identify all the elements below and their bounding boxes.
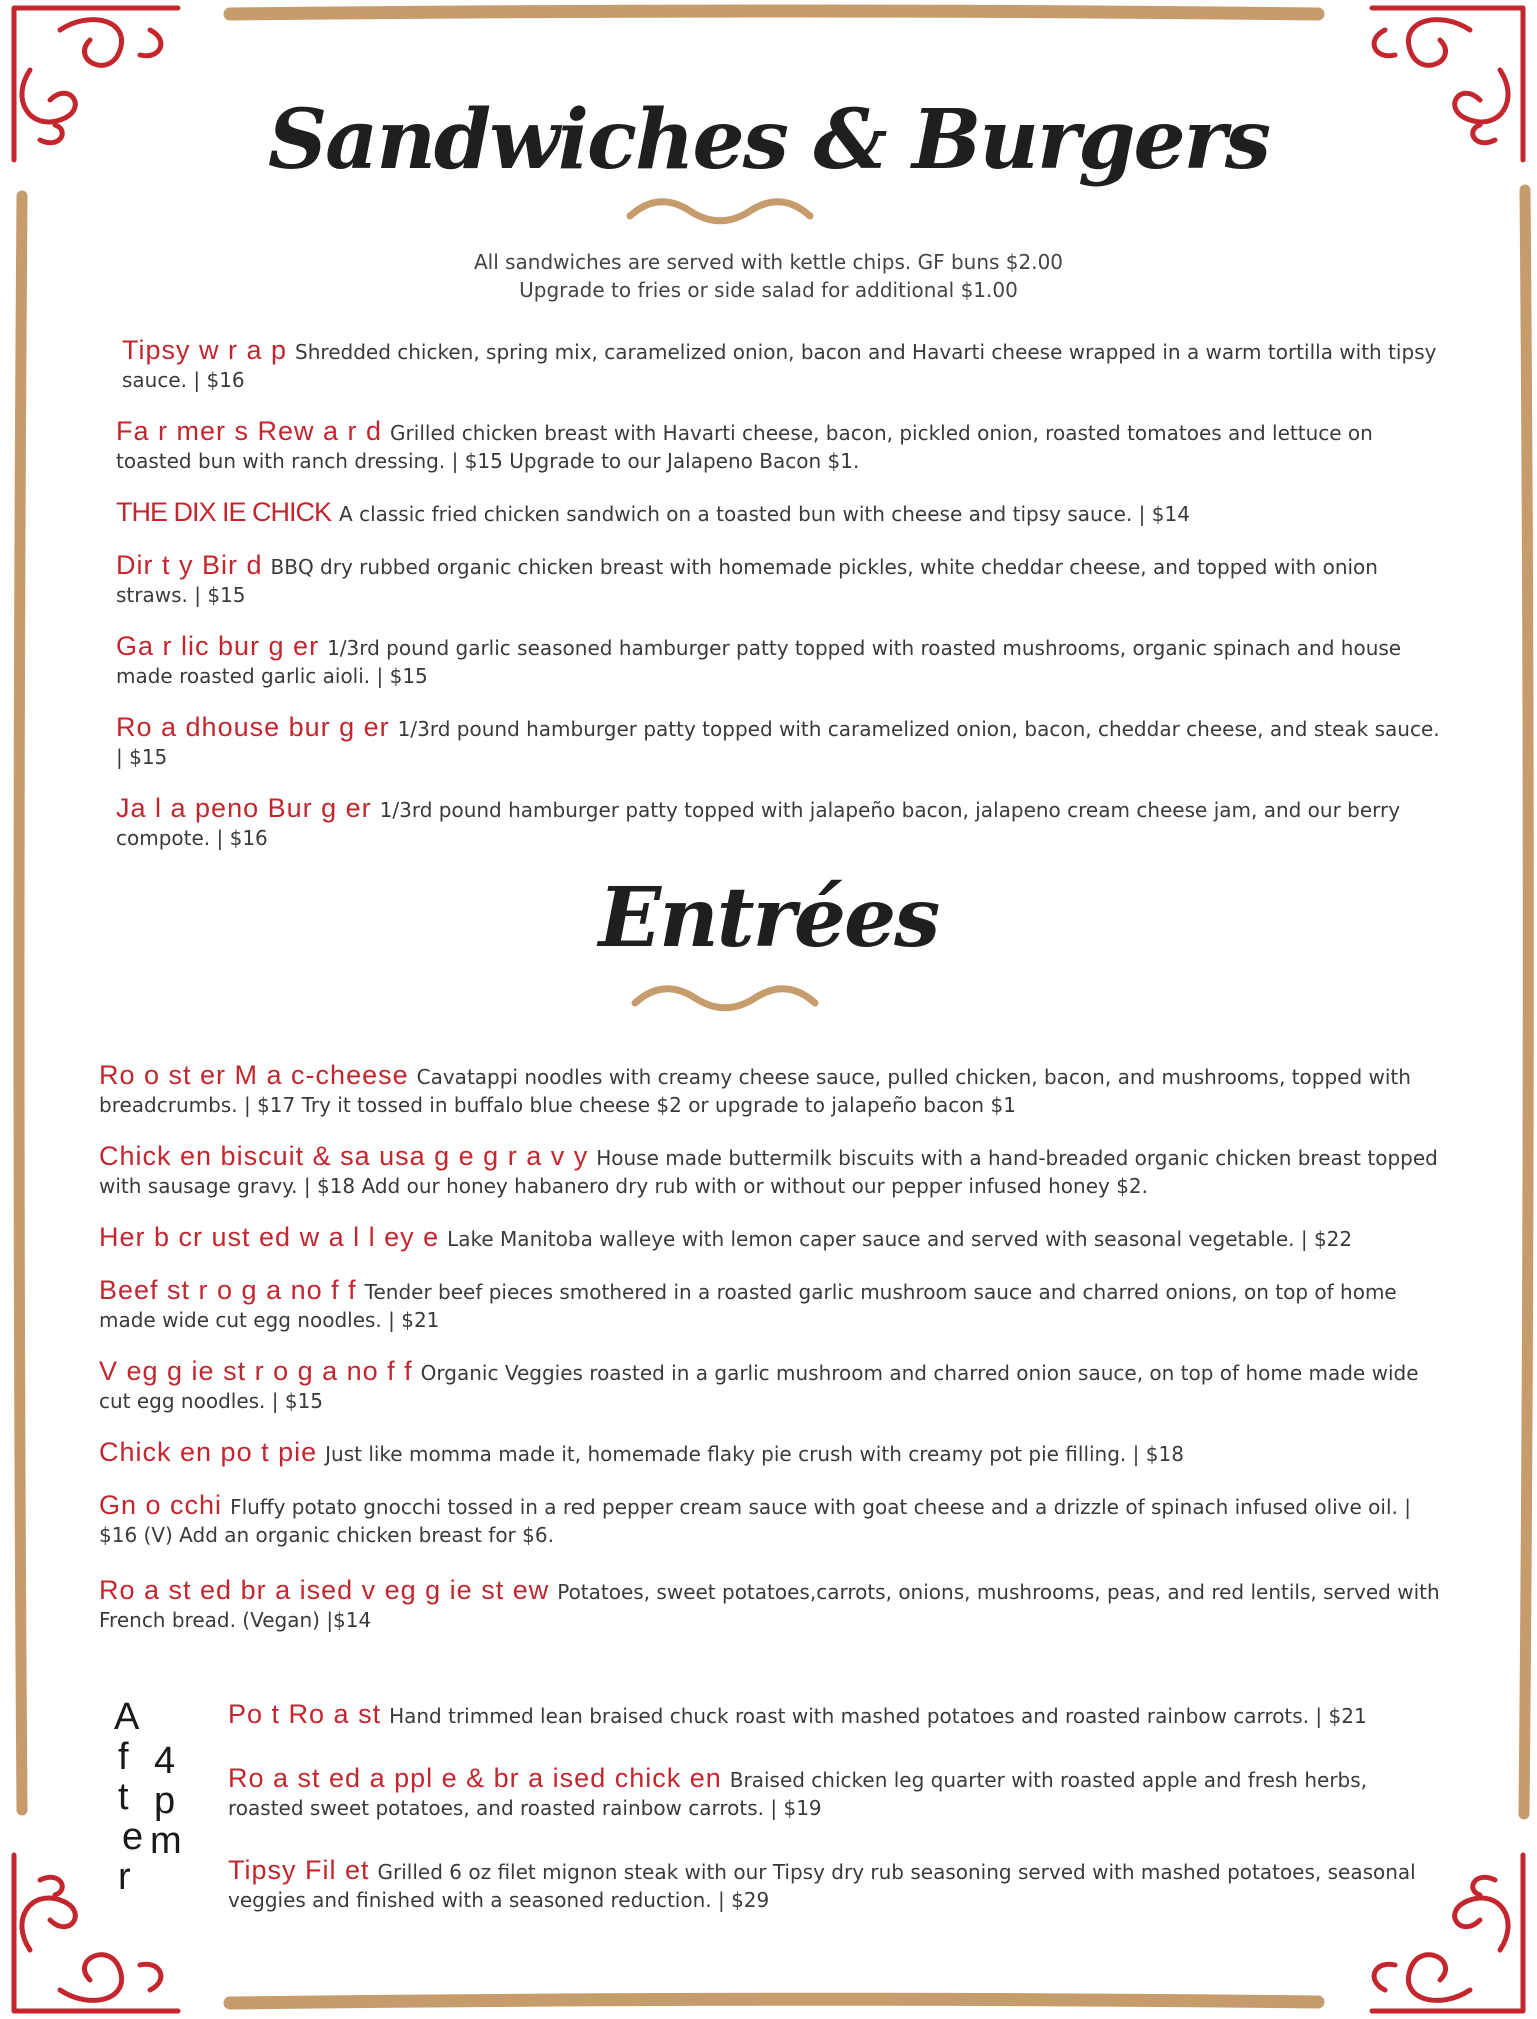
sandwich-note	[0, 248, 1537, 304]
item-name: Ja l a peno Bur g er	[116, 793, 372, 823]
menu-item	[99, 1223, 1449, 1253]
item-name: Tipsy Fil et	[228, 1855, 370, 1885]
item-name: THE DIX IE CHICK	[116, 497, 332, 527]
menu-item	[99, 1142, 1449, 1200]
menu-item	[228, 1764, 1448, 1822]
item-name: Ro a dhouse bur g er	[116, 712, 390, 742]
4pm-letter: 4	[154, 1740, 176, 1782]
menu-item	[99, 1357, 1449, 1415]
item-description: Cavatappi noodles with creamy cheese sauce, pulled chicken, bacon, and mushrooms, topped with breadcrumbs. | $17 Try it tossed in buffalo blue cheese $2 or upgrade to jalapeño bacon $1	[99, 1065, 1411, 1117]
item-name: Fa r mer s Rew a r d	[116, 416, 383, 446]
menu-item	[99, 1276, 1449, 1334]
menu-item	[99, 1491, 1449, 1549]
after-letter: f	[118, 1736, 129, 1778]
item-name: Ro a st ed br a ised v eg g ie st ew	[99, 1575, 550, 1605]
item-description: Grilled 6 oz filet mignon steak with our Tipsy dry rub seasoning served with mashed potatoes, seasonal veggies and finished with a seasoned reduction. | $29	[228, 1860, 1416, 1912]
menu-item	[228, 1700, 1448, 1730]
item-description: 1/3rd pound garlic seasoned hamburger patty topped with roasted mushrooms, organic spinach and house made roasted garlic aioli. | $15	[116, 636, 1402, 688]
item-name: Ro o st er M a c-cheese	[99, 1060, 409, 1090]
item-name: Gn o cchi	[99, 1490, 223, 1520]
menu-item	[99, 1061, 1449, 1119]
item-description: Fluffy potato gnocchi tossed in a red pepper cream sauce with goat cheese and a drizzle of spinach infused olive oil. | $16 (V) Add an organic chicken breast for $6.	[99, 1495, 1411, 1547]
item-description: Organic Veggies roasted in a garlic mushroom and charred onion sauce, on top of home made wide cut egg noodles. | $15	[99, 1361, 1419, 1413]
item-name: V eg g ie st r o g a no f f	[99, 1356, 413, 1386]
item-description: Lake Manitoba walleye with lemon caper sauce and served with seasonal vegetable. | $22	[447, 1227, 1353, 1251]
after-letter: A	[114, 1696, 140, 1738]
item-description: Just like momma made it, homemade flaky pie crush with creamy pot pie filling. | $18	[325, 1442, 1184, 1466]
menu-item	[122, 336, 1441, 394]
menu-item	[116, 417, 1441, 475]
squiggle-divider-icon	[630, 983, 820, 1013]
item-name: Ga r lic bur g er	[116, 631, 320, 661]
menu-item	[116, 713, 1441, 771]
menu-item	[116, 632, 1441, 690]
item-description: House made buttermilk biscuits with a hand-breaded organic chicken breast topped with sausage gravy. | $18 Add our honey habanero dry rub with or without our pepper infused honey $2.	[99, 1146, 1438, 1198]
section-title-entrees: Entrées	[598, 870, 939, 966]
item-name: Tipsy w r a p	[122, 335, 288, 365]
after-letter: e	[122, 1816, 144, 1858]
item-description: 1/3rd pound hamburger patty topped with caramelized onion, bacon, cheddar cheese, and steak sauce. | $15	[116, 717, 1440, 769]
item-description: A classic fried chicken sandwich on a toasted bun with cheese and tipsy sauce. | $14	[339, 502, 1190, 526]
menu-item	[228, 1856, 1448, 1914]
menu-item	[99, 1438, 1449, 1468]
item-name: Her b cr ust ed w a l l ey e	[99, 1222, 440, 1252]
item-description: Grilled chicken breast with Havarti cheese, bacon, pickled onion, roasted tomatoes and lettuce on toasted bun with ranch dressing. | $15 Upgrade to our Jalapeno Bacon $1.	[116, 421, 1373, 473]
sandwich-note-line-2: Upgrade to fries or side salad for additional $1.00	[519, 278, 1018, 302]
4pm-letter: m	[150, 1820, 182, 1862]
section-title-sandwiches: Sandwiches & Burgers	[267, 92, 1270, 188]
entree-list	[99, 1061, 1449, 1634]
menu-item	[116, 498, 1441, 528]
4pm-letter: p	[154, 1780, 176, 1822]
item-description: Braised chicken leg quarter with roasted apple and fresh herbs, roasted sweet potatoes, and roasted rainbow carrots. | $19	[228, 1768, 1368, 1820]
item-name: Dir t y Bir d	[116, 550, 263, 580]
sandwich-note-line-1: All sandwiches are served with kettle chips. GF buns $2.00	[473, 250, 1064, 274]
item-name: Po t Ro a st	[228, 1699, 382, 1729]
after-4pm-list	[228, 1700, 1448, 1914]
item-description: Hand trimmed lean braised chuck roast with mashed potatoes and roasted rainbow carrots. | $21	[389, 1704, 1367, 1728]
after-letter: t	[118, 1776, 129, 1818]
after-4pm-label	[110, 1698, 190, 1918]
item-description: 1/3rd pound hamburger patty topped with jalapeño bacon, jalapeno cream cheese jam, and our berry compote. | $16	[116, 798, 1401, 850]
menu-item	[116, 794, 1441, 852]
sandwich-list	[116, 336, 1441, 852]
item-description: Tender beef pieces smothered in a roasted garlic mushroom sauce and charred onions, on top of home made wide cut egg noodles. | $21	[99, 1280, 1397, 1332]
after-letter: r	[118, 1856, 131, 1898]
item-description: Shredded chicken, spring mix, caramelized onion, bacon and Havarti cheese wrapped in a warm tortilla with tipsy sauce. | $16	[122, 340, 1437, 392]
item-name: Ro a st ed a ppl e & br a ised chick en	[228, 1763, 722, 1793]
menu-item	[116, 551, 1441, 609]
item-description: BBQ dry rubbed organic chicken breast with homemade pickles, white cheddar cheese, and topped with onion straws. | $15	[116, 555, 1378, 607]
menu-item	[99, 1576, 1449, 1634]
item-name: Chick en biscuit & sa usa g e g r a v y	[99, 1141, 589, 1171]
item-description: Potatoes, sweet potatoes,carrots, onions, mushrooms, peas, and red lentils, served with French bread. (Vegan) |$14	[99, 1580, 1440, 1632]
item-name: Beef st r o g a no f f	[99, 1275, 357, 1305]
item-name: Chick en po t pie	[99, 1437, 318, 1467]
squiggle-divider-icon	[625, 196, 815, 226]
